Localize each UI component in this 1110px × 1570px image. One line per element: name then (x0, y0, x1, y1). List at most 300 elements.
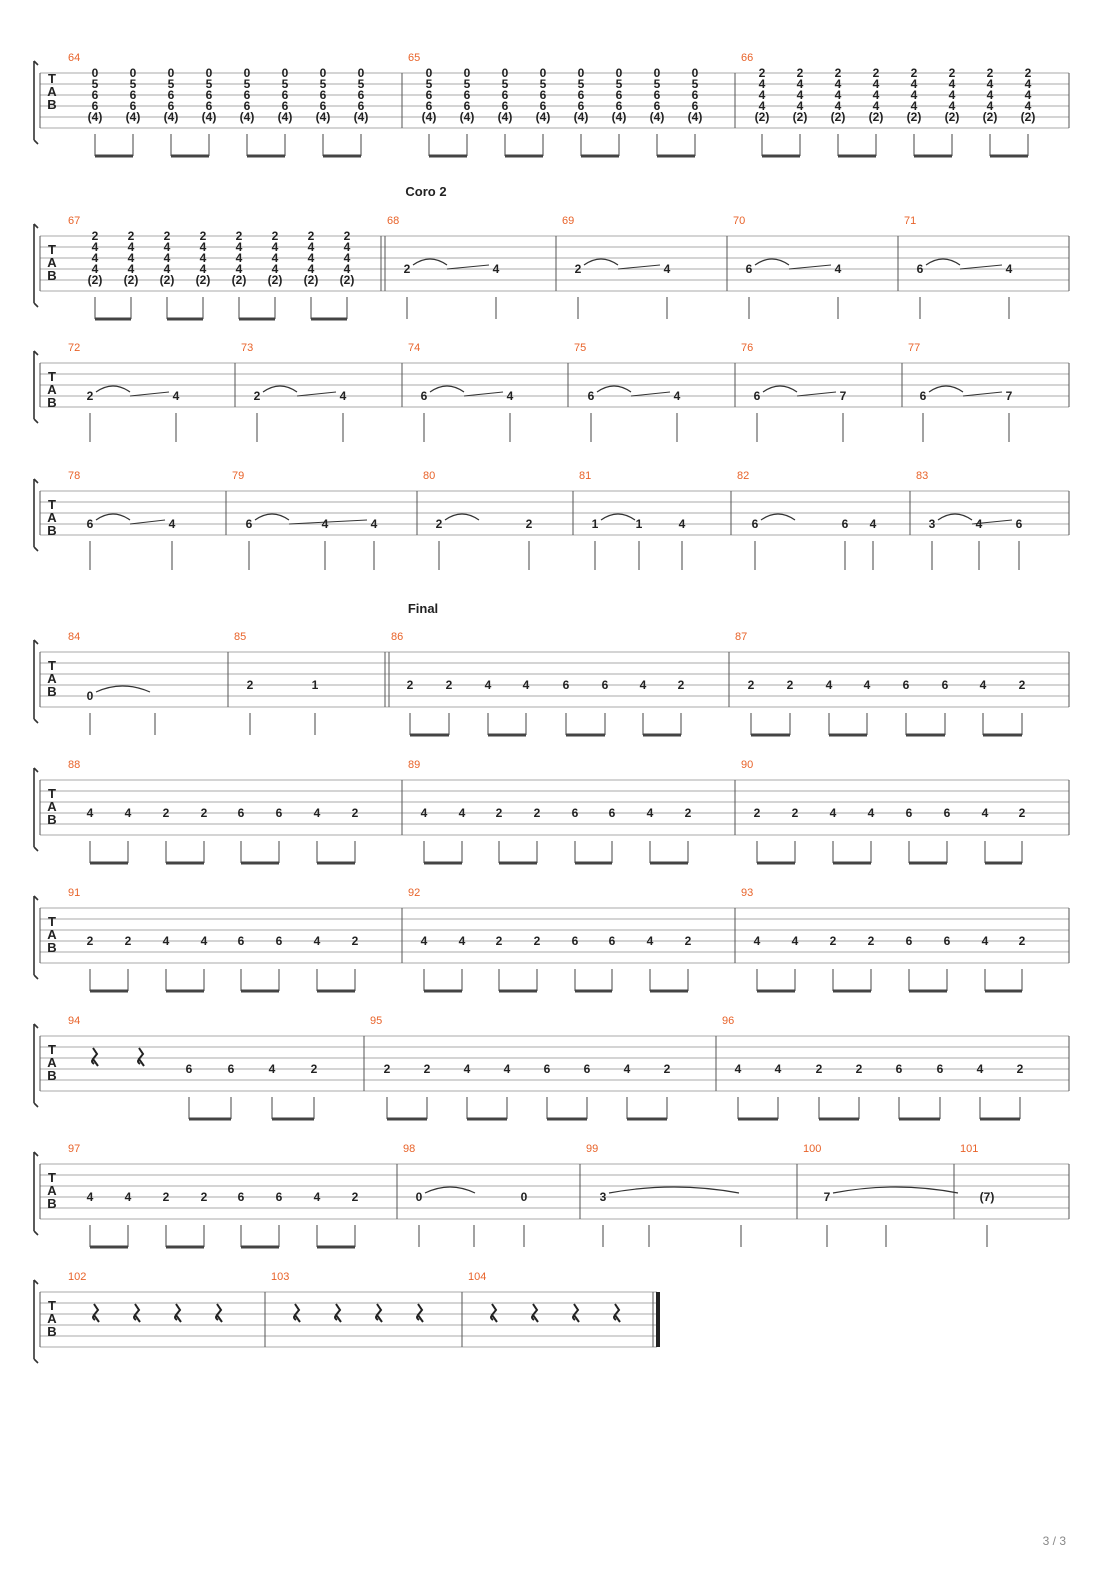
fret-number: 4 (172, 389, 180, 403)
fret-number: 4 (343, 240, 351, 254)
fret-number: (2) (123, 273, 139, 287)
fret-number: (4) (687, 110, 703, 124)
fret-number: 4 (199, 262, 207, 276)
fret-number: 2 (406, 678, 414, 692)
fret-number: 2 (855, 1062, 863, 1076)
measure-number: 77 (908, 342, 921, 354)
fret-number: 6 (281, 99, 289, 113)
measure-number: 74 (408, 342, 421, 354)
fret-number: 2 (829, 934, 837, 948)
quarter-rest (294, 1304, 300, 1322)
fret-number: 2 (910, 66, 918, 80)
tab-clef-letter: A (47, 255, 57, 270)
final-barline-thick (656, 1292, 660, 1347)
fret-number: 4 (975, 517, 983, 531)
fret-number: 6 (237, 934, 245, 948)
fret-number: 4 (1024, 99, 1032, 113)
staff-system (34, 896, 1069, 991)
tie-arc (761, 514, 795, 520)
slide-line (960, 265, 1002, 269)
fret-number: 4 (339, 389, 347, 403)
fret-number: 4 (986, 77, 994, 91)
fret-number: 6 (275, 806, 283, 820)
fret-number: (2) (906, 110, 922, 124)
tab-clef-letter: T (48, 786, 56, 801)
fret-number: 4 (863, 678, 871, 692)
fret-number: (4) (201, 110, 217, 124)
fret-number: 6 (539, 88, 547, 102)
fret-number: 6 (543, 1062, 551, 1076)
fret-number: 4 (829, 806, 837, 820)
fret-number: 0 (357, 66, 365, 80)
slide-line (631, 392, 670, 396)
fret-number: 2 (684, 934, 692, 948)
fret-number: (2) (87, 273, 103, 287)
fret-number: 4 (910, 99, 918, 113)
fret-number: 4 (199, 240, 207, 254)
quarter-rest (93, 1304, 99, 1322)
fret-number: 2 (351, 934, 359, 948)
staff-system (34, 1152, 1069, 1247)
quarter-rest (532, 1304, 538, 1322)
fret-number: 4 (313, 806, 321, 820)
fret-number: 4 (834, 77, 842, 91)
fret-number: 6 (919, 389, 927, 403)
fret-number: 6 (539, 99, 547, 113)
system-bracket (34, 896, 38, 979)
fret-number: 4 (162, 934, 170, 948)
fret-number: (4) (277, 110, 293, 124)
fret-number: 4 (774, 1062, 782, 1076)
fret-number: 4 (872, 88, 880, 102)
fret-number: 2 (758, 66, 766, 80)
fret-number: 2 (867, 934, 875, 948)
staff-system (34, 768, 1069, 863)
fret-number: 0 (539, 66, 547, 80)
fret-number: 6 (1015, 517, 1023, 531)
tie-arc (255, 514, 289, 520)
fret-number: 4 (834, 99, 842, 113)
page-number: 3 / 3 (1042, 1534, 1066, 1548)
section-label-final: Final (407, 601, 439, 616)
fret-number: (4) (611, 110, 627, 124)
fret-number: (4) (125, 110, 141, 124)
quarter-rest (573, 1304, 579, 1322)
fret-number: 2 (351, 806, 359, 820)
fret-number: 0 (319, 66, 327, 80)
fret-number: 5 (243, 77, 251, 91)
system-bracket (34, 224, 38, 307)
fret-number: 6 (745, 262, 753, 276)
fret-number: 2 (815, 1062, 823, 1076)
quarter-rest (335, 1304, 341, 1322)
fret-number: 4 (458, 806, 466, 820)
staff-system (34, 1280, 660, 1363)
tab-clef-letter: A (47, 1311, 57, 1326)
tie-arc (938, 514, 972, 520)
fret-number: (4) (239, 110, 255, 124)
measure-number: 83 (916, 470, 929, 482)
fret-number: 0 (243, 66, 251, 80)
fret-number: 4 (678, 517, 686, 531)
fret-number: 2 (986, 66, 994, 80)
fret-number: 7 (1005, 389, 1013, 403)
fret-number: 0 (615, 66, 623, 80)
fret-number: 4 (646, 934, 654, 948)
quarter-rest (92, 1048, 98, 1066)
fret-number: 6 (943, 806, 951, 820)
system-bracket (34, 351, 38, 423)
tie-arc (263, 386, 297, 392)
fret-number: 0 (205, 66, 213, 80)
fret-number: 2 (253, 389, 261, 403)
fret-number: 6 (463, 99, 471, 113)
fret-number: (4) (573, 110, 589, 124)
fret-number: 4 (1024, 88, 1032, 102)
fret-number: 5 (501, 77, 509, 91)
fret-number: 0 (501, 66, 509, 80)
fret-number: 5 (539, 77, 547, 91)
measure-number: 96 (722, 1015, 735, 1027)
fret-number: 2 (199, 229, 207, 243)
fret-number: 2 (834, 66, 842, 80)
fret-number: 4 (791, 934, 799, 948)
fret-number: 2 (663, 1062, 671, 1076)
fret-number: 6 (205, 88, 213, 102)
staff-system (34, 351, 1069, 442)
tie-arc (430, 386, 464, 392)
fret-number: 2 (127, 229, 135, 243)
fret-number: 4 (370, 517, 378, 531)
fret-number: 2 (1018, 806, 1026, 820)
staff-system (34, 224, 1069, 319)
tab-clef-letter: B (47, 940, 57, 955)
fret-number: 4 (753, 934, 761, 948)
fret-number: 4 (796, 99, 804, 113)
fret-number: (4) (163, 110, 179, 124)
measure-number: 78 (68, 470, 81, 482)
staff-system (34, 640, 1069, 735)
fret-number: 4 (420, 934, 428, 948)
measure-number: 73 (241, 342, 254, 354)
fret-number: 4 (313, 934, 321, 948)
fret-number: 6 (691, 99, 699, 113)
fret-number: 4 (758, 99, 766, 113)
fret-number: 2 (677, 678, 685, 692)
fret-number: 6 (691, 88, 699, 102)
fret-number: (4) (649, 110, 665, 124)
quarter-rest (216, 1304, 222, 1322)
fret-number: 2 (162, 806, 170, 820)
fret-number: 5 (691, 77, 699, 91)
tie-arc (413, 259, 447, 265)
fret-number: 1 (311, 678, 319, 692)
fret-number: 4 (268, 1062, 276, 1076)
fret-number: 2 (343, 229, 351, 243)
fret-number: 6 (895, 1062, 903, 1076)
fret-number: 2 (200, 806, 208, 820)
fret-number: 5 (91, 77, 99, 91)
fret-number: 2 (403, 262, 411, 276)
fret-number: 6 (357, 88, 365, 102)
fret-number: 6 (227, 1062, 235, 1076)
fret-number: 6 (425, 88, 433, 102)
fret-number: 6 (245, 517, 253, 531)
measure-number: 99 (586, 1143, 599, 1155)
measure-number: 102 (68, 1271, 87, 1283)
fret-number: 6 (943, 934, 951, 948)
fret-number: 4 (948, 77, 956, 91)
slide-line (130, 520, 165, 524)
fret-number: 6 (167, 99, 175, 113)
fret-number: 4 (758, 77, 766, 91)
fret-number: 4 (307, 251, 315, 265)
fret-number: 2 (246, 678, 254, 692)
tab-clef-letter: A (47, 510, 57, 525)
fret-number: 5 (281, 77, 289, 91)
system-bracket (34, 1152, 38, 1235)
fret-number: 2 (435, 517, 443, 531)
fret-number: 2 (753, 806, 761, 820)
fret-number: 5 (653, 77, 661, 91)
slide-line (789, 265, 831, 269)
fret-number: 6 (601, 678, 609, 692)
fret-number: 4 (91, 262, 99, 276)
fret-number: 4 (834, 262, 842, 276)
tab-clef-letter: A (47, 799, 57, 814)
fret-number: 4 (235, 240, 243, 254)
fret-number: 2 (684, 806, 692, 820)
fret-number: 2 (91, 229, 99, 243)
measure-number: 72 (68, 342, 81, 354)
fret-number: (2) (1020, 110, 1036, 124)
measure-number: 97 (68, 1143, 81, 1155)
fret-number: 2 (574, 262, 582, 276)
fret-number: (2) (195, 273, 211, 287)
fret-number: 4 (979, 678, 987, 692)
slide-line (618, 265, 660, 269)
fret-number: 5 (357, 77, 365, 91)
fret-number: 2 (525, 517, 533, 531)
quarter-rest (175, 1304, 181, 1322)
fret-number: 6 (167, 88, 175, 102)
fret-number: 6 (615, 99, 623, 113)
fret-number: 2 (307, 229, 315, 243)
fret-number: 4 (463, 1062, 471, 1076)
quarter-rest (138, 1048, 144, 1066)
fret-number: 6 (916, 262, 924, 276)
fret-number: 4 (163, 251, 171, 265)
slide-line (464, 392, 503, 396)
fret-number: 6 (243, 99, 251, 113)
measure-number: 79 (232, 470, 245, 482)
fret-number: 2 (1016, 1062, 1024, 1076)
fret-number: 4 (663, 262, 671, 276)
fret-number: 6 (185, 1062, 193, 1076)
fret-number: 6 (237, 1190, 245, 1204)
fret-number: 6 (86, 517, 94, 531)
fret-number: 0 (86, 689, 94, 703)
fret-number: 6 (425, 99, 433, 113)
tie-arc (609, 1187, 739, 1193)
fret-number: 4 (981, 934, 989, 948)
fret-number: 4 (869, 517, 877, 531)
fret-number: 2 (533, 934, 541, 948)
tab-clef-letter: B (47, 1324, 57, 1339)
tab-clef-letter: T (48, 1170, 56, 1185)
fret-number: 2 (1018, 678, 1026, 692)
fret-number: (2) (231, 273, 247, 287)
measure-number: 64 (68, 52, 81, 64)
fret-number: 6 (91, 99, 99, 113)
fret-number: 4 (948, 99, 956, 113)
tab-clef-letter: A (47, 1055, 57, 1070)
fret-number: 2 (351, 1190, 359, 1204)
fret-number: 4 (484, 678, 492, 692)
fret-number: 4 (235, 251, 243, 265)
fret-number: 4 (271, 240, 279, 254)
fret-number: 6 (608, 806, 616, 820)
fret-number: 2 (310, 1062, 318, 1076)
fret-number: 0 (463, 66, 471, 80)
fret-number: 6 (129, 88, 137, 102)
fret-number: (2) (267, 273, 283, 287)
fret-number: (4) (421, 110, 437, 124)
measure-number: 92 (408, 887, 421, 899)
fret-number: 2 (791, 806, 799, 820)
fret-number: 2 (383, 1062, 391, 1076)
fret-number: 6 (501, 99, 509, 113)
fret-number: 2 (747, 678, 755, 692)
tie-arc (96, 686, 150, 692)
fret-number: (4) (535, 110, 551, 124)
tie-arc (929, 386, 963, 392)
slide-line (963, 392, 1002, 396)
fret-number: 6 (583, 1062, 591, 1076)
fret-number: 3 (928, 517, 936, 531)
fret-number: 4 (307, 262, 315, 276)
tie-arc (601, 514, 635, 520)
measure-number: 81 (579, 470, 592, 482)
measure-number: 103 (271, 1271, 290, 1283)
fret-number: 0 (577, 66, 585, 80)
fret-number: 2 (162, 1190, 170, 1204)
measure-number: 90 (741, 759, 754, 771)
tab-clef-letter: T (48, 497, 56, 512)
fret-number: 5 (615, 77, 623, 91)
fret-number: (2) (159, 273, 175, 287)
fret-number: (4) (497, 110, 513, 124)
tab-clef-letter: B (47, 684, 57, 699)
fret-number: 6 (753, 389, 761, 403)
fret-number: 0 (167, 66, 175, 80)
measure-number: 80 (423, 470, 436, 482)
fret-number: 4 (124, 806, 132, 820)
fret-number: 4 (976, 1062, 984, 1076)
fret-number: 5 (577, 77, 585, 91)
fret-number: 4 (235, 262, 243, 276)
fret-number: 4 (163, 262, 171, 276)
fret-number: 6 (319, 99, 327, 113)
fret-number: 2 (86, 389, 94, 403)
fret-number: 6 (275, 934, 283, 948)
tie-arc (584, 259, 618, 265)
measure-number: 71 (904, 215, 917, 227)
fret-number: (2) (868, 110, 884, 124)
fret-number: 2 (786, 678, 794, 692)
tab-clef-letter: T (48, 1042, 56, 1057)
fret-number: 4 (986, 88, 994, 102)
fret-number: 6 (587, 389, 595, 403)
tab-clef-letter: B (47, 97, 57, 112)
measure-number: 82 (737, 470, 750, 482)
fret-number: 2 (163, 229, 171, 243)
fret-number: 4 (758, 88, 766, 102)
fret-number: 0 (129, 66, 137, 80)
fret-number: 4 (343, 251, 351, 265)
measure-number: 65 (408, 52, 421, 64)
measure-number: 70 (733, 215, 746, 227)
slide-line (797, 392, 836, 396)
fret-number: 6 (243, 88, 251, 102)
fret-number: 6 (501, 88, 509, 102)
fret-number: (2) (792, 110, 808, 124)
fret-number: 4 (271, 262, 279, 276)
fret-number: 6 (905, 934, 913, 948)
fret-number: 5 (205, 77, 213, 91)
section-label-coro-2: Coro 2 (405, 184, 447, 199)
fret-number: 1 (635, 517, 643, 531)
fret-number: 6 (751, 517, 759, 531)
fret-number: 6 (571, 806, 579, 820)
fret-number: 5 (167, 77, 175, 91)
tie-arc (425, 1187, 475, 1193)
fret-number: 4 (420, 806, 428, 820)
fret-number: 4 (127, 251, 135, 265)
system-bracket (34, 61, 38, 144)
fret-number: 4 (86, 1190, 94, 1204)
tie-arc (96, 386, 130, 392)
fret-number: 0 (520, 1190, 528, 1204)
fret-number: 4 (168, 517, 176, 531)
fret-number: 4 (796, 88, 804, 102)
tab-clef-letter: T (48, 914, 56, 929)
fret-number: 4 (506, 389, 514, 403)
fret-number: 2 (200, 1190, 208, 1204)
fret-number: 4 (734, 1062, 742, 1076)
fret-number: (2) (830, 110, 846, 124)
tab-clef-letter: T (48, 242, 56, 257)
measure-number: 86 (391, 631, 404, 643)
fret-number: 6 (653, 99, 661, 113)
measure-number: 69 (562, 215, 575, 227)
fret-number: 6 (357, 99, 365, 113)
fret-number: 6 (237, 806, 245, 820)
slide-line (447, 265, 489, 269)
fret-number: 4 (163, 240, 171, 254)
tab-clef-letter: A (47, 671, 57, 686)
tie-arc (926, 259, 960, 265)
fret-number: (2) (339, 273, 355, 287)
fret-number: 6 (562, 678, 570, 692)
fret-number: 6 (281, 88, 289, 102)
fret-number: 5 (129, 77, 137, 91)
tie-arc (755, 259, 789, 265)
tab-clef-letter: B (47, 523, 57, 538)
tie-arc (597, 386, 631, 392)
measure-number: 87 (735, 631, 748, 643)
fret-number: 4 (834, 88, 842, 102)
